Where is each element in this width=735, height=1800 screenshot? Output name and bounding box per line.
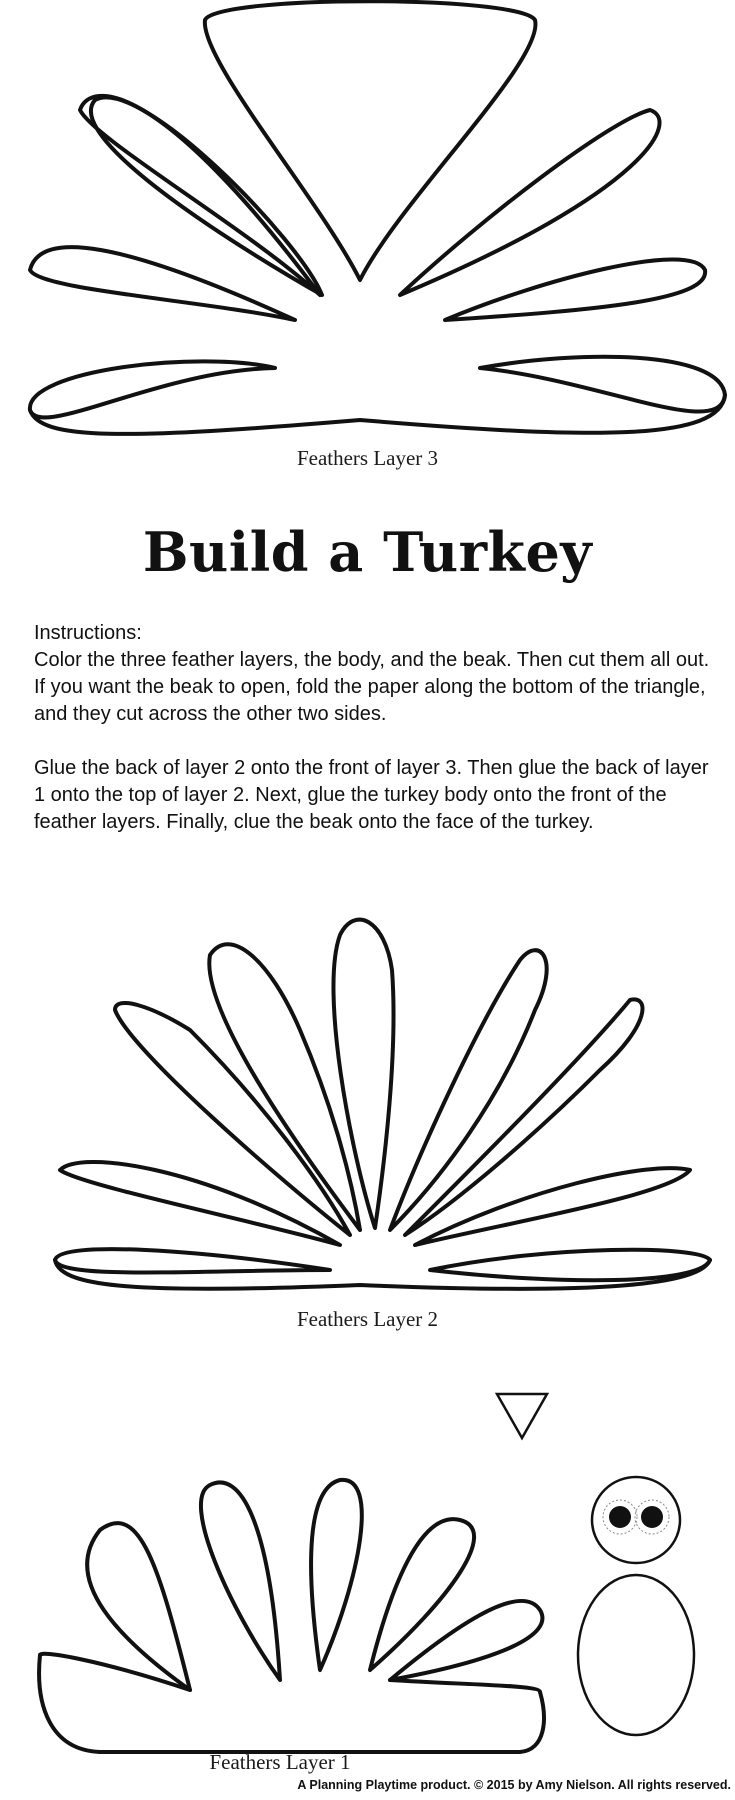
feathers-base [30,395,725,434]
feathers-base [55,1260,710,1289]
feather-left-1 [209,944,360,1230]
feather-left-low [30,361,275,417]
feather-right-3 [415,1168,690,1245]
feathers-layer-3-label: Feathers Layer 3 [296,446,439,470]
beak-triangle-art [493,1390,553,1445]
copyright-notice: A Planning Playtime product. © 2015 by Amy Nielson. All rights reserved. [297,1778,731,1792]
page-title: Build a Turkey [142,520,593,584]
feather-center [333,920,393,1228]
feather-right-low [480,357,725,412]
feathers-layer-2-label: Feathers Layer 2 [296,1307,439,1331]
left-eye-icon [609,1506,631,1528]
instructions-paragraph-1: Color the three feather layers, the body, and the beak. Then cut them all out. If you want the beak to open, fold the paper along the bottom of the triangle, and they cut across the other two sides. [34,649,710,725]
feather-top [205,1,536,280]
instructions [34,620,724,836]
feather-right-lower [390,1680,540,1692]
instructions-heading: Instructions: [34,622,142,644]
feathers-base [39,1655,544,1752]
feathers-layer-2-art [0,900,735,1320]
feathers-layer-3-art [0,0,735,450]
feather-5 [390,1601,542,1680]
feathers-layer-1-label: Feathers Layer 1 [209,1750,351,1774]
right-eye-icon [641,1506,663,1528]
beak-triangle-icon [497,1394,547,1438]
turkey-head-outline [592,1477,680,1563]
feather-3 [311,1480,362,1670]
feathers-layer-1-art [0,1460,560,1760]
feather-right-4 [430,1250,710,1280]
feather-left-mid [30,247,295,320]
feather-left-upper [80,96,320,295]
instructions-paragraph-2: Glue the back of layer 2 onto the front of layer 3. Then glue the back of layer 1 onto the top of layer 2. Next, glue the turkey body onto the front of the feather layers. Finally, clue the beak onto the face of the turkey. [34,757,709,833]
feather-left-3 [60,1162,340,1245]
feather-4 [370,1519,474,1670]
feather-right-mid [445,260,705,320]
feather-2 [201,1482,280,1680]
feather-left-4 [55,1249,330,1272]
turkey-body-outline [578,1575,694,1735]
turkey-body-art [570,1470,705,1740]
